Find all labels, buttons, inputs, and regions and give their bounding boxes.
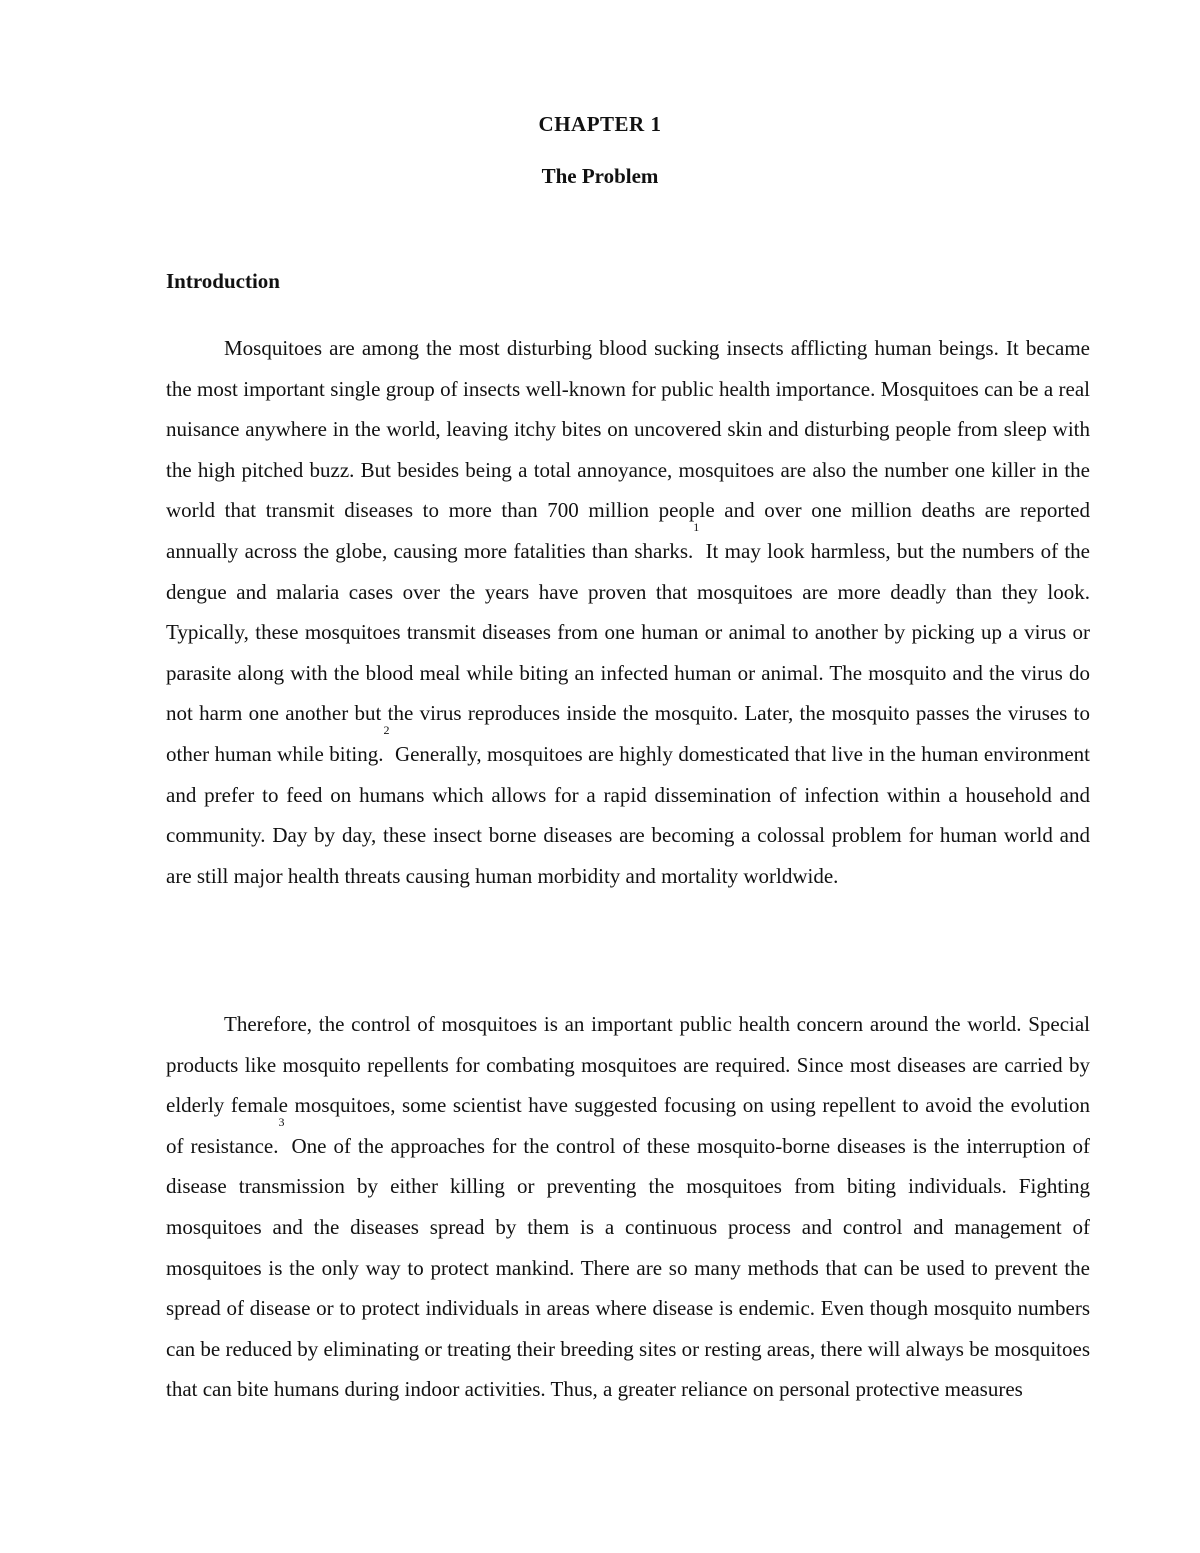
paragraph-text: Mosquitoes are among the most disturbing blood sucking insects afflicting human beings. It became the most important single group of insects well-known for public health importance. Mosquitoes can be a real nuisance anywhere in the world, leaving itchy bites on uncovered skin and disturbing people from sleep with the high pitched buzz. But besides being a total annoyance, mosquitoes are also the number one killer in the world that transmit diseases to more than 700 million people and over one million deaths are reported annually across the globe, causing more fatalities than sharks. [166, 336, 1090, 563]
paragraph-text: It may look harmless, but the numbers of the dengue and malaria cases over the years have proven that mosquitoes are more deadly than they look. Typically, these mosquitoes transmit diseases from one human or animal to another by picking up a virus or parasite along with the blood meal while biting an infected human or animal. The mosquito and the virus do not harm one another but the virus reproduces inside the mosquito. Later, the mosquito passes the viruses to other human while biting. [166, 538, 1090, 766]
chapter-title: The Problem [541, 164, 659, 188]
paragraph-text: One of the approaches for the control of these mosquito-borne diseases is the interruption of disease transmission by either killing or preventing the mosquitoes from biting individuals. Fighting mosquitoes and the diseases spread by them is a continuous process and control and management of mosquitoes is the only way to protect mankind. There are so many methods that can be used to prevent the spread of disease or to protect individuals in areas where disease is endemic. Even though mosquito numbers can be reduced by eliminating or treating their breeding sites or resting areas, there will always be mosquitoes that can bite humans during indoor activities. Thus, a greater reliance on personal protective measures [166, 1133, 1090, 1402]
chapter-number: CHAPTER 1 [538, 112, 662, 136]
introduction-paragraph-1 [166, 328, 1090, 896]
footnote-ref: 1 [693, 519, 700, 534]
footnote-ref: 3 [278, 1114, 285, 1129]
paragraph-text: Generally, mosquitoes are highly domesticated that live in the human environment and prefer to feed on humans which allows for a rapid dissemination of infection within a household and community. Day by day, these insect borne diseases are becoming a colossal problem for human world and are still major health threats causing human morbidity and mortality worldwide. [166, 741, 1090, 888]
footnote-ref: 2 [383, 722, 390, 737]
introduction-paragraph-2 [166, 1004, 1090, 1410]
paragraph-text: Therefore, the control of mosquitoes is an important public health concern around the world. Special products like mosquito repellents for combating mosquitoes are required. Since most diseases are carried by elderly female mosquitoes, some scientist have suggested focusing on using repellent to avoid the evolution of resistance. [166, 1012, 1090, 1158]
section-heading: Introduction [166, 269, 280, 293]
